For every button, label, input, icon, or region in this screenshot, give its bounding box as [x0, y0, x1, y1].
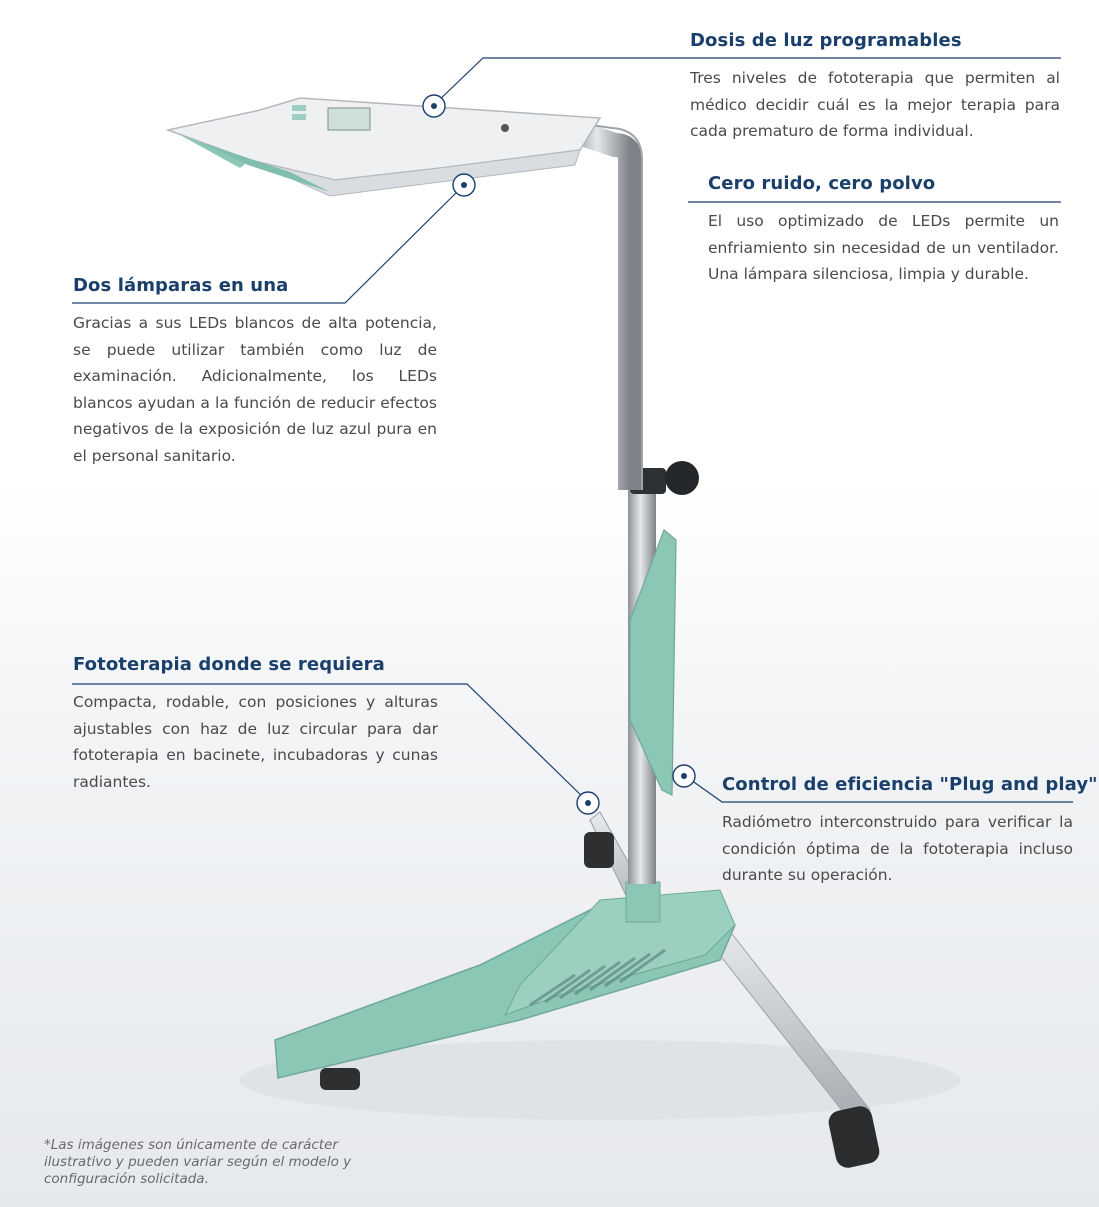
feature-title: Dosis de luz programables: [690, 30, 962, 51]
feature-cero-ruido: [708, 173, 1059, 288]
feature-dosis-luz: [690, 30, 1060, 145]
feature-fototerapia: [73, 654, 438, 795]
disclaimer-footnote: *Las imágenes son únicamente de carácter ilustrativo y pueden variar según el modelo y configuración solicitada.: [44, 1137, 352, 1187]
feature-description: Compacta, rodable, con posiciones y alturas ajustables con haz de luz circular para dar fototerapia en bacinete, incubadoras y cunas radiantes.: [73, 693, 438, 791]
feature-title: Dos lámparas en una: [73, 275, 289, 296]
feature-title: Cero ruido, cero polvo: [708, 173, 936, 194]
feature-control-eficiencia: [722, 774, 1098, 889]
feature-title: Fototerapia donde se requiera: [73, 654, 385, 675]
feature-title: Control de eficiencia "Plug and play": [722, 774, 1098, 795]
feature-description: Gracias a sus LEDs blancos de alta potencia, se puede utilizar también como luz de examinación. Adicionalmente, los LEDs blancos ayudan a la función de reducir efectos negativos de la exposición de luz azul pura en el personal sanitario.: [73, 314, 437, 465]
feature-dos-lamparas: [73, 275, 437, 469]
feature-description: Tres niveles de fototerapia que permiten al médico decidir cuál es la mejor terapia para cada prematuro de forma individual.: [690, 69, 1060, 140]
feature-description: El uso optimizado de LEDs permite un enfriamiento sin necesidad de un ventilador. Una lámpara silenciosa, limpia y durable.: [708, 212, 1059, 283]
feature-description: Radiómetro interconstruido para verificar la condición óptima de la fototerapia incluso durante su operación.: [722, 813, 1073, 884]
